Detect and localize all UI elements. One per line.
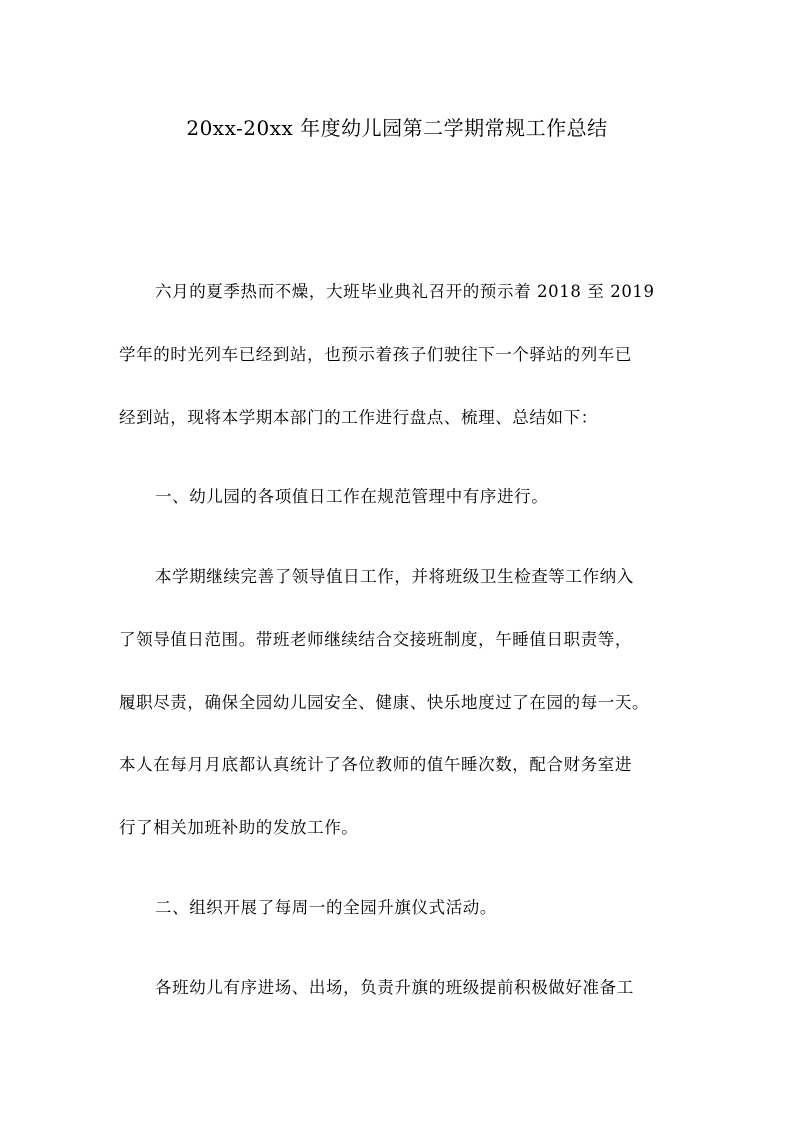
section-heading: 二、组织开展了每周一的全园升旗仪式活动。: [155, 898, 497, 917]
paragraph-line: 了领导值日范围。带班老师继续结合交接班制度，午睡值日职责等，: [119, 630, 632, 649]
paragraph-line: 本人在每月月底都认真统计了各位教师的值午睡次数，配合财务室进: [119, 755, 632, 774]
paragraph-line: 各班幼儿有序进场、出场，负责升旗的班级提前积极做好准备工: [155, 978, 634, 997]
paragraph-line: 经到站，现将本学期本部门的工作进行盘点、梳理、总结如下：: [119, 408, 598, 427]
paragraph-line: 六月的夏季热而不燥，大班毕业典礼召开的预示着 2018 至 2019: [155, 282, 655, 301]
paragraph-line: 本学期继续完善了领导值日工作，并将班级卫生检查等工作纳入: [155, 567, 634, 586]
document-title: 20xx-20xx 年度幼儿园第二学期常规工作总结: [186, 116, 608, 140]
paragraph-line: 行了相关加班补助的发放工作。: [119, 818, 359, 837]
paragraph-line: 履职尽责，确保全园幼儿园安全、健康、快乐地度过了在园的每一天。: [119, 693, 650, 712]
paragraph-line: 学年的时光列车已经到站，也预示着孩子们驶往下一个驿站的列车已: [119, 345, 632, 364]
section-heading: 一、幼儿园的各项值日工作在规范管理中有序进行。: [155, 487, 549, 506]
